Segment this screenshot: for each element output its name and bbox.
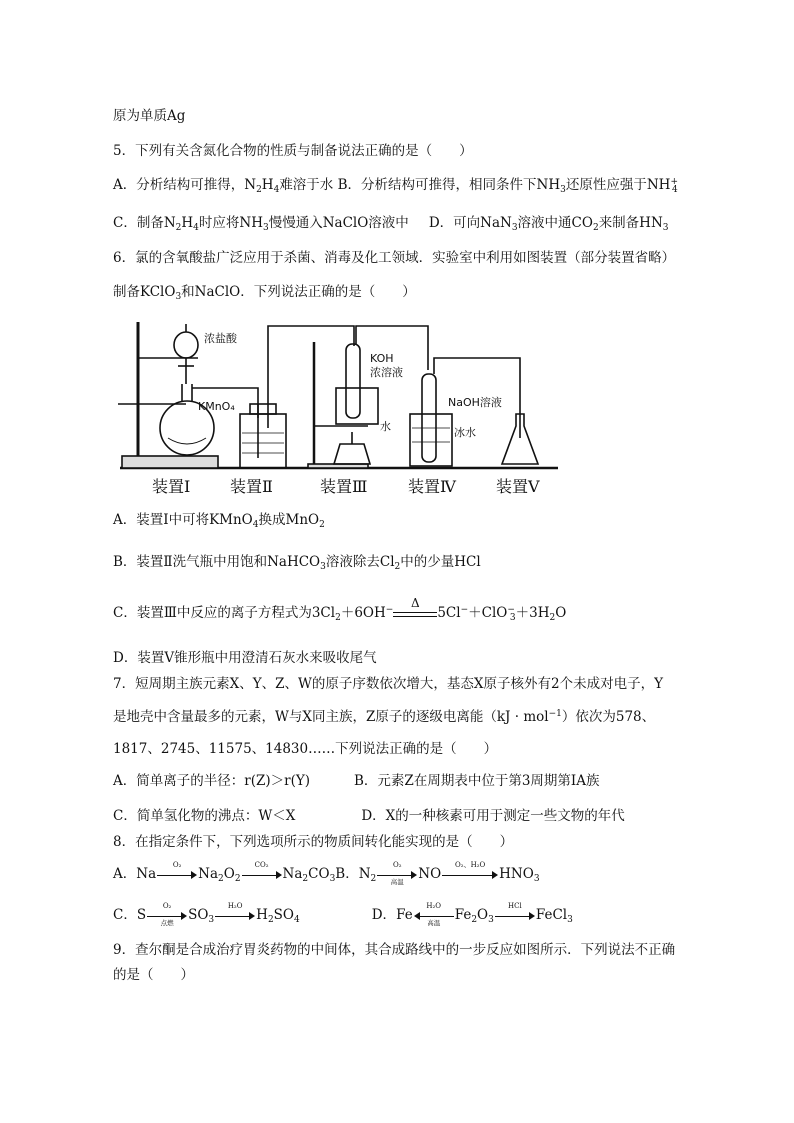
label-ice-water: 冰水 — [454, 426, 476, 439]
label-koh-1: KOH — [370, 352, 394, 365]
question-8-options-ab: A．Na O₂ $Na_2O_2$ CO₂ $Na_2CO_3B$．$N_2$ O₂ 高温 NO O₂、H₂O $HNO_3$ — [113, 860, 540, 886]
reaction-arrow: H₂O 高温 — [414, 909, 454, 923]
reaction-arrow: H₂O — [215, 909, 255, 923]
reaction-arrow: CO₂ — [242, 868, 282, 882]
reaction-arrow: O₂、H₂O — [442, 868, 498, 882]
reaction-arrow: O₂ 高温 — [377, 868, 417, 882]
reaction-arrow: O₂ — [157, 868, 197, 882]
question-9-line2: 的是（ ） — [113, 967, 194, 983]
question-6-stem-line1: 6．氯的含氧酸盐广泛应用于杀菌、消毒及化工领域．实验室中利用如图装置（部分装置省略） — [113, 250, 676, 266]
question-8-stem: 8．在指定条件下，下列选项所示的物质间转化能实现的是（ ） — [113, 834, 514, 850]
question-7-options-ab: A．简单离子的半径：r(Z)＞r(Y) B．元素Z在周期表中位于第3周期第ⅠA族 — [113, 773, 600, 789]
reaction-arrow: O₂ 点燃 — [147, 909, 187, 923]
label-water: 水 — [380, 420, 391, 433]
label-kmno4: KMnO₄ — [198, 400, 235, 413]
question-6-stem-line2: 制备KClO$_3$和NaClO．下列说法正确的是（ ） — [113, 284, 416, 302]
question-7-line2: 是地壳中含量最多的元素，W与X同主族，Z原子的逐级电离能（kJ · mol$^{-1}$）依次为578、 — [113, 709, 656, 725]
label-koh-2: 浓溶液 — [370, 366, 403, 379]
label-device-2: 装置Ⅱ — [230, 477, 273, 496]
heating-equals-sign: Δ — [393, 607, 437, 621]
apparatus-figure — [118, 318, 566, 498]
question-5-options-ab: A．分析结构可推得，$N_2H_4$难溶于水 B．分析结构可推得，相同条件下$NH_3$还原性应强于$NH^+_4$ — [113, 177, 678, 195]
label-naoh: NaOH溶液 — [448, 396, 502, 409]
question-6-option-d: D．装置Ⅴ锥形瓶中用澄清石灰水来吸收尾气 — [113, 650, 377, 666]
label-device-3: 装置Ⅲ — [320, 477, 368, 496]
question-7-line3: 1817、2745、11575、14830……下列说法正确的是（ ） — [113, 741, 498, 757]
label-device-1: 装置Ⅰ — [152, 477, 191, 496]
question-6-option-b: B．装置Ⅱ洗气瓶中用饱和NaHCO$_3$溶液除去$Cl_2$中的少量HCl — [113, 554, 481, 572]
question-6-option-a: A．装置Ⅰ中可将KMnO$_4$换成MnO$_2$ — [113, 512, 325, 530]
text-line: 原为单质Ag — [113, 108, 186, 124]
label-device-5: 装置Ⅴ — [496, 477, 540, 496]
label-conc-hcl: 浓盐酸 — [204, 332, 237, 345]
question-5-options-cd: C．制备$N_2H_4$时应将$NH_3$慢慢通入NaClO溶液中 D．可向NaN$_3$溶液中通$CO_2$来制备$HN_3$ — [113, 215, 669, 233]
question-5-stem: 5．下列有关含氮化合物的性质与制备说法正确的是（ ） — [113, 143, 473, 159]
question-9-line1: 9．查尔酮是合成治疗胃炎药物的中间体，其合成路线中的一步反应如图所示．下列说法不正确 — [113, 942, 676, 958]
reaction-arrow: HCl — [495, 909, 535, 923]
question-7-line1: 7．短周期主族元素X、Y、Z、W的原子序数依次增大，基态X原子核外有2个未成对电子，Y — [113, 676, 663, 692]
question-6-option-c: C．装置Ⅲ中反应的离子方程式为$3Cl_2+6OH^-$ Δ $5Cl^-+ClO^-_3+3H_2O$ — [113, 595, 567, 623]
label-device-4: 装置Ⅳ — [408, 477, 456, 496]
question-8-options-cd: C．S O₂ 点燃 $SO_3$ H₂O $H_2SO_4$ D．Fe H₂O 高温 $Fe_2O_3$ HCl FeCl$_3$ — [113, 901, 573, 927]
question-7-options-cd: C．简单氢化物的沸点：W＜X D．X的一种核素可用于测定一些文物的年代 — [113, 808, 625, 824]
